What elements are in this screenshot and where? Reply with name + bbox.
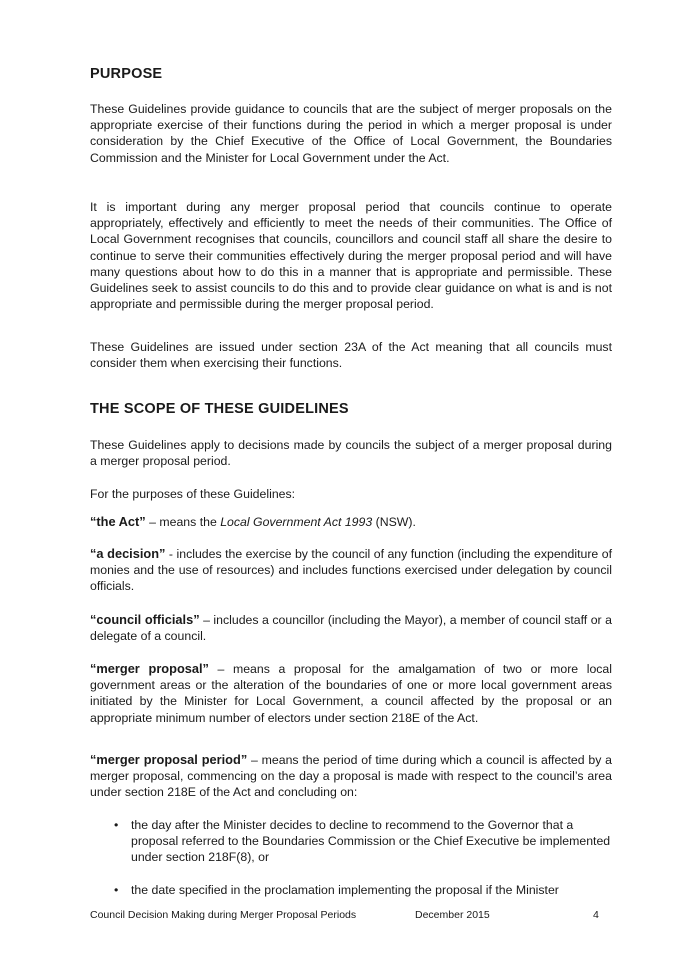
definition-text: – means the bbox=[145, 515, 221, 529]
bullet-icon: • bbox=[114, 818, 119, 832]
definition-text: – includes a councillor (including the Mayor), a member of council staff or a delegate of a council. bbox=[90, 613, 612, 644]
definition-term: “council officials” bbox=[90, 612, 200, 627]
definition-text: – means the period of time during which a council is affected by a merger proposal, commencing on the day a proposal is made with respect to the council’s area under section 218E of the Act and concluding on: bbox=[90, 753, 612, 800]
page-number: 4 bbox=[593, 909, 599, 921]
definition-term: “the Act” bbox=[90, 514, 146, 529]
definition-term: “a decision” bbox=[90, 546, 166, 561]
purpose-paragraph-3: These Guidelines are issued under section 23A of the Act meaning that all councils must consider them when exercising their functions. bbox=[90, 340, 612, 371]
list-item-text: the day after the Minister decides to decline to recommend to the Governor that a proposal referred to the Boundaries Commission or the Chief Executive be implemented under section 218F(8), or bbox=[131, 818, 611, 865]
purpose-heading: PURPOSE bbox=[90, 66, 163, 82]
purpose-paragraph-2: It is important during any merger proposal period that councils continue to operate appropriately, effectively and efficiently to meet the needs of their communities. The Office of Local Government recognises that councils, councillors and council staff all share the desire to continue to serve their communities effectively during the merger proposal period and will have many questions about how to do this in a manner that is appropriate and permissible. These Guidelines seek to assist councils to do this and to provide clear guidance on what is and is not appropriate and permissible during the merger proposal period. bbox=[90, 200, 612, 312]
definition-a-decision bbox=[90, 546, 612, 595]
list-item bbox=[114, 882, 612, 898]
definition-merger-proposal bbox=[90, 661, 612, 726]
definition-council-officials bbox=[90, 612, 612, 644]
definition-text: - includes the exercise by the council of any function (including the expenditure of monies and the use of resources) and includes functions exercised under delegation by council officials. bbox=[90, 547, 612, 594]
definition-merger-proposal-period bbox=[90, 752, 612, 801]
list-item bbox=[114, 817, 612, 866]
definition-text: (NSW). bbox=[372, 515, 416, 529]
definition-term: “merger proposal period” bbox=[90, 752, 248, 767]
definition-the-act bbox=[90, 514, 612, 530]
definition-act-title: Local Government Act 1993 bbox=[220, 515, 373, 529]
bullet-icon: • bbox=[114, 882, 119, 897]
bullet-list bbox=[114, 817, 612, 898]
footer-date: December 2015 bbox=[415, 909, 490, 921]
definition-term: “merger proposal” bbox=[90, 661, 209, 676]
scope-paragraph-1: These Guidelines apply to decisions made by councils the subject of a merger proposal during a merger proposal period. bbox=[90, 438, 612, 469]
footer-title: Council Decision Making during Merger Proposal Periods bbox=[90, 909, 357, 921]
definition-text: – means a proposal for the amalgamation of two or more local government areas or the alteration of the boundaries of one or more local government areas initiated by the Minister for Local Government, a council affected by the proposal or an appropriate minimum number of electors under section 218E of the Act. bbox=[90, 662, 612, 725]
list-item-text: the date specified in the proclamation implementing the proposal if the Minister bbox=[131, 882, 559, 897]
purpose-paragraph-1: These Guidelines provide guidance to councils that are the subject of merger proposals on the appropriate exercise of their functions during the period in which a merger proposal is under consideration by the Chief Executive of the Office of Local Government, the Boundaries Commission and the Minister for Local Government under the Act. bbox=[90, 102, 612, 165]
scope-heading: THE SCOPE OF THESE GUIDELINES bbox=[90, 401, 349, 417]
scope-paragraph-2: For the purposes of these Guidelines: bbox=[90, 487, 296, 501]
